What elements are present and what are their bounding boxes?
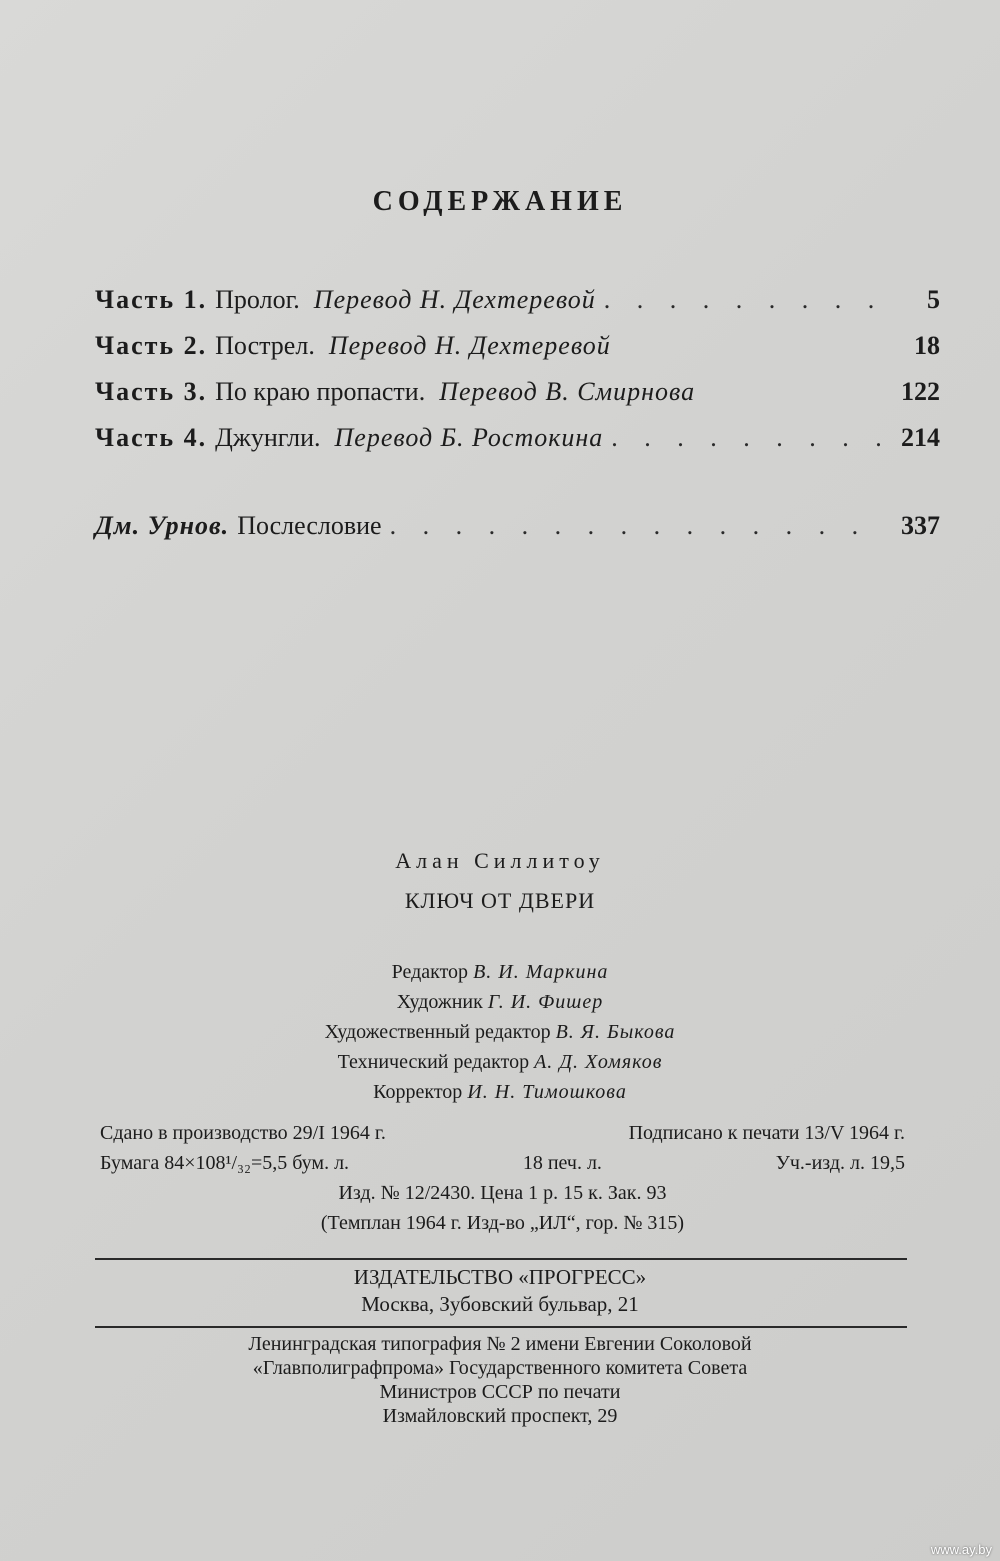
book-title: КЛЮЧ ОТ ДВЕРИ bbox=[404, 888, 596, 913]
production-data bbox=[100, 1122, 905, 1242]
toc-entry-3 bbox=[95, 377, 940, 423]
book-author: Алан Силлитоу bbox=[395, 848, 605, 873]
toc-part-label: Часть 1. bbox=[95, 285, 208, 314]
toc-part-label: Часть 3. bbox=[95, 377, 208, 406]
toc-translator: Перевод Н. Дехтеревой bbox=[313, 285, 596, 314]
toc-chapter-title: Пострел. bbox=[215, 331, 315, 360]
toc-page-number: 18 bbox=[914, 331, 940, 360]
toc-translator: Перевод Н. Дехтеревой bbox=[328, 331, 611, 360]
printer-line: Измайловский проспект, 29 bbox=[382, 1405, 618, 1427]
credit-line bbox=[0, 1017, 1000, 1047]
production-format bbox=[100, 1152, 905, 1182]
printer-block bbox=[0, 1332, 1000, 1428]
plan-line: (Темплан 1964 г. Изд-во „ИЛ“, гор. № 315) bbox=[320, 1212, 685, 1234]
credit-name: Г. И. Фишер bbox=[487, 991, 604, 1013]
divider-line bbox=[95, 1326, 907, 1328]
toc-chapter-title: По краю пропасти. bbox=[215, 377, 426, 406]
printer-line: Ленинградская типография № 2 имени Евгении Соколовой bbox=[248, 1333, 752, 1355]
submitted-date: Сдано в производство 29/I 1964 г. bbox=[100, 1122, 386, 1144]
toc-entry-4 bbox=[95, 423, 940, 469]
toc-page-number: 122 bbox=[901, 377, 940, 406]
toc-afterword-title: Послесловие bbox=[237, 511, 382, 540]
printer-line: «Главполиграфпрома» Государственного комитета Совета bbox=[252, 1357, 748, 1379]
credit-role: Художественный редактор bbox=[324, 1021, 551, 1043]
signed-date: Подписано к печати 13/V 1964 г. bbox=[628, 1122, 905, 1144]
order-line: Изд. № 12/2430. Цена 1 р. 15 к. Зак. 93 bbox=[338, 1182, 667, 1204]
toc-part-label: Часть 2. bbox=[95, 331, 208, 360]
toc-part-label: Часть 4. bbox=[95, 423, 208, 452]
toc-translator: Перевод Б. Ростокина bbox=[334, 423, 604, 452]
credit-role: Художник bbox=[396, 991, 483, 1013]
credit-line bbox=[0, 1077, 1000, 1107]
credit-name: В. И. Маркина bbox=[473, 961, 609, 983]
toc-entry-afterword bbox=[95, 511, 940, 557]
credit-role: Технический редактор bbox=[337, 1051, 530, 1073]
toc-entry-1 bbox=[95, 285, 940, 331]
paper-format: Бумага 84×108¹/₃₂=5,5 бум. л. bbox=[100, 1152, 350, 1174]
toc-page-number: 337 bbox=[901, 511, 940, 540]
contents-heading: СОДЕРЖАНИЕ bbox=[372, 186, 628, 217]
publisher-name: ИЗДАТЕЛЬСТВО «ПРОГРЕСС» bbox=[353, 1265, 647, 1289]
credit-line bbox=[0, 1047, 1000, 1077]
toc-page-number: 5 bbox=[927, 285, 940, 314]
site-watermark: www.ay.by bbox=[930, 1542, 992, 1557]
edition-sheets: Уч.-изд. л. 19,5 bbox=[775, 1152, 905, 1174]
printer-line: Министров СССР по печати bbox=[379, 1381, 621, 1403]
divider-line bbox=[95, 1258, 907, 1260]
toc-leader-dots bbox=[390, 511, 880, 541]
toc-afterword-author: Дм. Урнов. bbox=[95, 511, 230, 540]
credit-line bbox=[0, 987, 1000, 1017]
table-of-contents bbox=[95, 285, 940, 557]
toc-chapter-title: Пролог. bbox=[215, 285, 300, 314]
toc-translator: Перевод В. Смирнова bbox=[439, 377, 696, 406]
production-dates bbox=[100, 1122, 905, 1152]
publisher-block bbox=[0, 1264, 1000, 1318]
credit-name: И. Н. Тимошкова bbox=[467, 1081, 627, 1103]
toc-leader-dots bbox=[611, 423, 880, 453]
credit-role: Редактор bbox=[391, 961, 469, 983]
credit-name: А. Д. Хомяков bbox=[534, 1051, 663, 1073]
print-sheets: 18 печ. л. bbox=[522, 1152, 602, 1174]
credit-name: В. Я. Быкова bbox=[555, 1021, 676, 1043]
toc-leader-dots bbox=[604, 285, 880, 315]
toc-entry-2 bbox=[95, 331, 940, 377]
credit-line bbox=[0, 957, 1000, 987]
credit-role: Корректор bbox=[373, 1081, 463, 1103]
credits-list bbox=[0, 957, 1000, 1107]
toc-page-number: 214 bbox=[901, 423, 940, 452]
toc-chapter-title: Джунгли. bbox=[215, 423, 321, 452]
publisher-address: Москва, Зубовский бульвар, 21 bbox=[361, 1292, 639, 1316]
